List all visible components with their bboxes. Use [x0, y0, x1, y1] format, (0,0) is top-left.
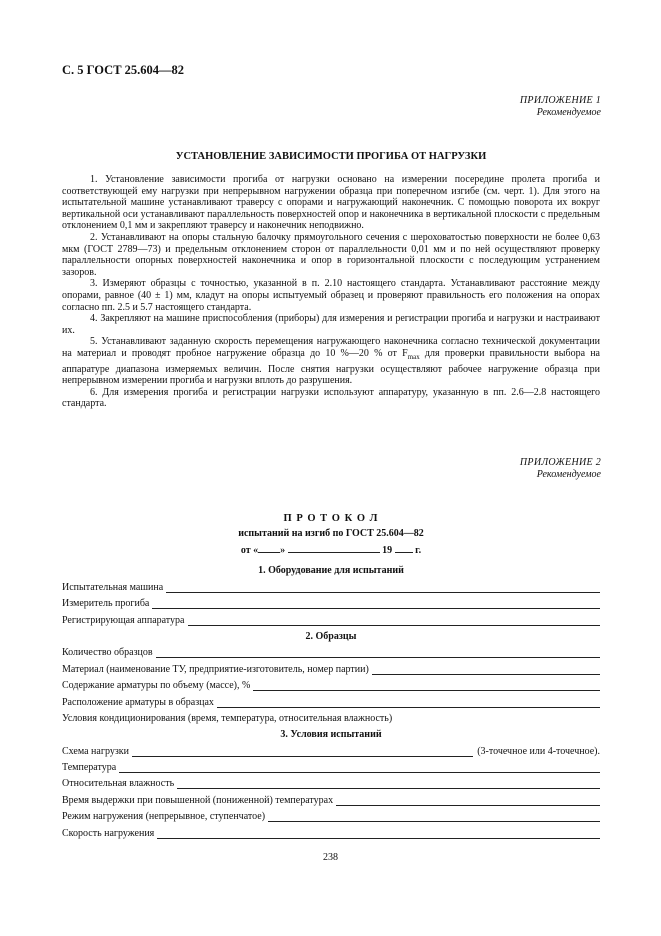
row-reinforcement [62, 675, 600, 691]
paragraph-5 [62, 336, 600, 386]
paragraph-2: 2. Устанавливают на опоры стальную балочку прямоугольного сечения с шероховатостью поверхности не более 0,63 мкм (ГОСТ 2789—73) и предельным отклонением сторон от параллельности 0,01 мм и по ней осуществляют проверку параллельности опорных поверхностей наконечника и опор в горизонтальной плоскости с последующим устранением зазоров. [62, 231, 600, 278]
field-machine[interactable] [166, 583, 600, 593]
label-reinforcement: Содержание арматуры по объему (массе), % [62, 680, 251, 692]
label-deflection: Измеритель прогиба [62, 598, 150, 610]
row-speed [62, 822, 600, 838]
label-humidity: Относительная влажность [62, 778, 175, 790]
row-exposure [62, 789, 600, 805]
row-deflection [62, 593, 600, 609]
field-count[interactable] [156, 648, 600, 658]
field-arrangement[interactable] [217, 698, 600, 708]
paragraph-3: 3. Измеряют образцы с точностью, указанной в п. 2.10 настоящего стандарта. Устанавливают расстояние между опорами, равное (40 ± 1) мм, кладут на опоры испытуемый образец и проверяют правильность его положения на опорах согласно пп. 2.5 и 5.7 настоящего стандарта. [62, 278, 600, 313]
row-material [62, 658, 600, 674]
field-reinforcement[interactable] [253, 681, 600, 691]
appendix-2-label [520, 457, 601, 481]
date-suffix: г. [415, 545, 422, 556]
protocol-title: П Р О Т О К О Л [283, 513, 379, 524]
paragraph-5-subscript: max [407, 352, 420, 361]
field-speed[interactable] [157, 829, 600, 839]
protocol-date [62, 543, 600, 556]
row-mode [62, 806, 600, 822]
protocol-subtitle: испытаний на изгиб по ГОСТ 25.604—82 [238, 528, 424, 539]
paragraph-6: 6. Для измерения прогиба и регистрации нагрузки используют аппаратуру, указанную в пп. 2.6—2.8 настоящего стандарта. [62, 386, 600, 410]
field-recorder[interactable] [188, 616, 601, 626]
label-temperature: Температура [62, 762, 117, 774]
date-prefix: от « [240, 545, 259, 556]
protocol-form [62, 560, 600, 839]
field-humidity[interactable] [177, 779, 600, 789]
appendix-2-title: ПРИЛОЖЕНИЕ 2 [519, 457, 601, 468]
section-specimens: 2. Образцы [305, 630, 357, 642]
section-title: УСТАНОВЛЕНИЕ ЗАВИСИМОСТИ ПРОГИБА ОТ НАГРУЗКИ [175, 151, 487, 162]
label-speed: Скорость нагружения [62, 827, 155, 839]
row-recorder [62, 609, 600, 625]
date-mid: » [280, 545, 286, 556]
field-material[interactable] [372, 665, 600, 675]
field-temperature[interactable] [119, 763, 600, 773]
label-scheme: Схема нагрузки [62, 745, 129, 757]
appendix-1-title: ПРИЛОЖЕНИЕ 1 [519, 95, 601, 106]
field-mode[interactable] [268, 812, 600, 822]
body-text [62, 174, 600, 410]
label-conditioning: Условия кондиционирования (время, температура, относительная влажность) [62, 712, 393, 724]
date-year-prefix: 19 [382, 545, 393, 556]
label-recorder: Регистрирующая аппаратура [62, 614, 185, 626]
row-scheme [62, 740, 600, 756]
label-arrangement: Расположение арматуры в образцах [62, 696, 214, 708]
paragraph-5-part-a: 5. Устанавливают заданную скорость перемещения нагружающего наконечника согласно технической документации на материал и проводят пробное нагружение образца до 10 %—20 % от F [62, 336, 600, 359]
field-exposure[interactable] [336, 796, 600, 806]
label-scheme-suffix: (3-точечное или 4-точечное). [477, 745, 600, 757]
row-arrangement [62, 691, 600, 707]
label-count: Количество образцов [62, 647, 153, 659]
field-deflection[interactable] [152, 599, 600, 609]
appendix-1-status: Рекомендуемое [536, 107, 601, 118]
paragraph-4: 4. Закрепляют на машине приспособления (приборы) для измерения и регистрации прогиба и нагрузки и настраивают их. [62, 313, 600, 336]
date-year-field[interactable] [395, 543, 413, 553]
row-count [62, 642, 600, 658]
section-equipment: 1. Оборудование для испытаний [258, 565, 404, 577]
date-month-field[interactable] [288, 543, 380, 553]
label-machine: Испытательная машина [62, 581, 164, 593]
paragraph-5-part-b: для проверки правильности выбора на аппаратуре диапазона измеряемых величин. После снятия нагрузки осуществляют рабочее нагружение образца при непрерывном измерении прогиба и нагрузки вплоть до разрушения. [62, 347, 600, 387]
label-mode: Режим нагружения (непрерывное, ступенчатое) [62, 811, 266, 823]
row-humidity [62, 773, 600, 789]
section-conditions: 3. Условия испытаний [280, 729, 382, 741]
appendix-1-label [520, 95, 601, 119]
paragraph-1: 1. Установление зависимости прогиба от нагрузки основано на измерении посередине пролета прогиба и соответствующей ему нагрузки при непрерывном нагружении образца при поперечном изгибе (см. черт. 1). Для этого на испытательной машине устанавливают траверсу с опорами и нагружающий наконечник. С помощью поворота их вокруг вертикальной оси устанавливают параллельность поверхностей опор и наконечника в вертикальной плоскости с предельным отклонением 0,1 мм и закрепляют траверсу и наконечник неподвижно. [62, 174, 600, 232]
page-number: 238 [323, 852, 338, 863]
appendix-2-status: Рекомендуемое [536, 469, 601, 480]
row-machine [62, 576, 600, 592]
row-conditioning [62, 708, 600, 724]
date-day-field[interactable] [258, 543, 280, 553]
field-scheme[interactable] [132, 747, 473, 757]
label-exposure: Время выдержки при повышенной (пониженной) температурах [62, 794, 334, 806]
label-material: Материал (наименование ТУ, предприятие-изготовитель, номер партии) [62, 663, 369, 675]
page-header: С. 5 ГОСТ 25.604—82 [62, 63, 185, 77]
row-temperature [62, 757, 600, 773]
